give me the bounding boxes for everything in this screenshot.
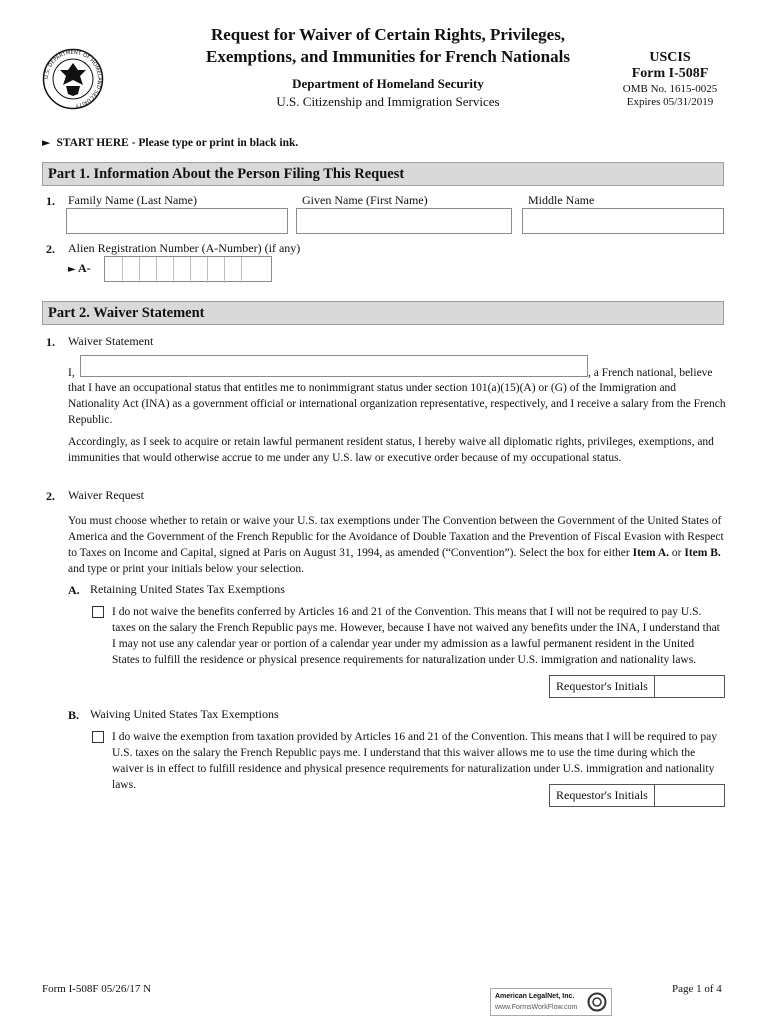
waiver-statement-label: Waiver Statement: [68, 334, 154, 348]
family-name-label: Family Name (Last Name): [68, 193, 197, 207]
retain-exemptions-checkbox[interactable]: [92, 606, 104, 618]
a-number-prefix-text: A-: [78, 261, 91, 275]
part1-item1-number: 1.: [46, 194, 55, 208]
part2-item1-number: 1.: [46, 335, 55, 349]
item-b-reference: Item B.: [684, 547, 721, 559]
waiver-statement-suffix: , a French national, believe: [588, 367, 713, 379]
waive-exemptions-checkbox[interactable]: [92, 731, 104, 743]
form-number: Form I-508F: [631, 66, 709, 81]
a-number-digit: [224, 257, 241, 283]
waiver-statement-paragraph-2: Accordingly, as I seek to acquire or retain lawful permanent resident status, I hereby waive all diplomatic rights, privileges, exemptions, and immunities that would otherwise accrue to me under any U.S. law or executive order because of my occupational status.: [68, 436, 714, 464]
footer-page-number: Page 1 of 4: [672, 983, 722, 995]
item-a-reference: Item A.: [632, 547, 670, 559]
form-title: [178, 24, 598, 68]
option-b-letter: B.: [68, 708, 80, 722]
option-b-initials-label: Requestor's Initials: [550, 785, 655, 806]
a-number-digit: [156, 257, 173, 283]
option-b-initials-field[interactable]: [655, 785, 724, 806]
footer-form-id: Form I-508F 05/26/17 N: [42, 983, 152, 995]
full-name-field[interactable]: [80, 355, 588, 377]
title-line-1: Request for Waiver of Certain Rights, Privileges,: [210, 25, 566, 44]
waiver-statement-paragraph-1: that I have an occupational status that entitles me to nonimmigrant status under section 101(a)(15)(A) or (G) of the Immigration and Nationality Act (INA) as a government official or international organization representative, respectively, and I receive a salary from the French Republic.: [68, 382, 726, 426]
watermark-url: www.FormsWorkFlow.com: [495, 1004, 578, 1011]
department-name: Department of Homeland Security: [292, 76, 484, 91]
omb-number: OMB No. 1615-0025: [622, 83, 718, 95]
waiver-request-label: Waiver Request: [68, 488, 145, 502]
option-a-heading: Retaining United States Tax Exemptions: [90, 582, 285, 596]
waiver-statement-i: I,: [68, 367, 75, 379]
dhs-seal: [42, 48, 104, 110]
arrow-right-icon: ►: [42, 136, 51, 149]
a-number-prefix: [68, 261, 91, 276]
a-number-field[interactable]: [104, 256, 272, 282]
option-a-initials-label: Requestor's Initials: [550, 676, 655, 697]
agency-code: USCIS: [649, 50, 691, 65]
part1-item2-number: 2.: [46, 242, 55, 256]
expiration-date: Expires 05/31/2019: [626, 96, 714, 108]
a-number-digit: [207, 257, 224, 283]
a-number-digit: [139, 257, 156, 283]
middle-name-label: Middle Name: [528, 193, 595, 207]
intro-or: or: [671, 547, 682, 559]
part2-item2-number: 2.: [46, 489, 55, 503]
option-a-initials: [549, 675, 725, 698]
intro-text-1: You must choose whether to retain or waive your U.S. tax exemptions under The Convention between the Government of the United States of America and the Government of the French Republic for the Avoidance of Double Taxation and the Prevention of Fiscal Evasion with Respect to Taxes on Income and Capital, signed at Paris on August 31, 1994, as amended (“Convention”). Select the box for either: [68, 515, 724, 559]
a-number-digit: [173, 257, 190, 283]
part2-heading: Part 2. Waiver Statement: [42, 301, 724, 325]
agency-name: U.S. Citizenship and Immigration Services: [276, 94, 500, 109]
option-a-initials-field[interactable]: [655, 676, 724, 697]
title-line-2: Exemptions, and Immunities for French Nationals: [206, 47, 570, 66]
a-number-digit: [122, 257, 139, 283]
family-name-field[interactable]: [66, 208, 288, 234]
watermark-title: American LegalNet, Inc.: [495, 993, 575, 1000]
a-number-digit: [241, 257, 258, 283]
start-here-text: START HERE - Please type or print in black ink.: [56, 137, 299, 149]
watermark-logo-icon: [587, 992, 607, 1012]
given-name-field[interactable]: [296, 208, 512, 234]
option-a-text: I do not waive the benefits conferred by Articles 16 and 21 of the Convention. This means that I will not be required to pay U.S. taxes on the salary the French Republic pays me. However, because I have not waived any benefits under the INA, I understand that I may not use any calendar year or portion of a calendar year under my admission as a lawful permanent resident in the United States to fulfill the residence or physical presence requirements for naturalization under U.S. immigration and nationality laws.: [112, 606, 720, 666]
a-number-label: Alien Registration Number (A-Number) (if any): [68, 241, 301, 255]
intro-text-2: and type or print your initials below your selection.: [68, 563, 305, 575]
seal-text: U.S. DEPARTMENT OF HOMELAND SECURITY: [43, 49, 103, 108]
part1-heading: Part 1. Information About the Person Filing This Request: [42, 162, 724, 186]
option-a-letter: A.: [68, 583, 80, 597]
arrow-right-icon: ►: [68, 264, 76, 275]
middle-name-field[interactable]: [522, 208, 724, 234]
a-number-digit: [105, 257, 122, 283]
given-name-label: Given Name (First Name): [302, 193, 428, 207]
option-b-text: I do waive the exemption from taxation provided by Articles 16 and 21 of the Convention. This means that I will be required to pay U.S. taxes on the salary the French Republic pays me. I understand that this waiver allows me to use the time during which the waiver is in effect to fulfill residence and physical presence requirements for naturalization under U.S. immigration and nationality laws.: [112, 731, 717, 791]
a-number-digit: [190, 257, 207, 283]
watermark-badge: [490, 988, 612, 1016]
option-b-heading: Waiving United States Tax Exemptions: [90, 707, 279, 721]
waiver-request-intro: [68, 513, 726, 577]
option-b-initials: [549, 784, 725, 807]
start-here-instruction: [42, 136, 298, 149]
